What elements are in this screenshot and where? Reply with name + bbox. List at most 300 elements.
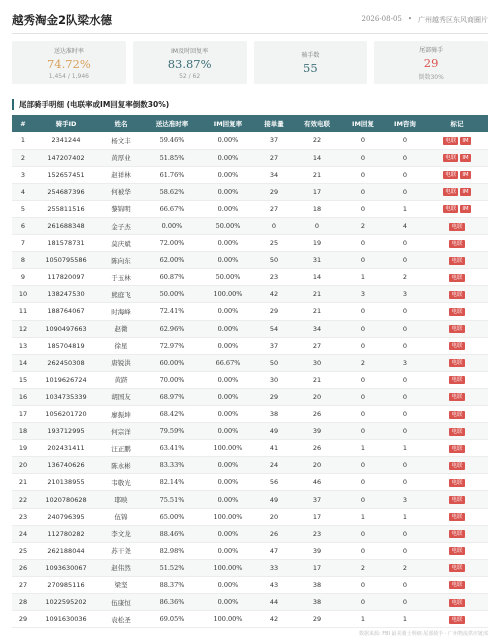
ontime-rate: 70.00% xyxy=(144,371,200,388)
im-reply-rate: 0.00% xyxy=(200,200,256,217)
order-count: 0 xyxy=(256,217,292,234)
phone-flag-badge: 电联 xyxy=(445,155,457,162)
valid-calls: 39 xyxy=(292,423,342,440)
table-row xyxy=(12,269,488,286)
ontime-rate: 62.96% xyxy=(144,320,200,337)
rider-flags xyxy=(426,183,488,200)
order-count: 49 xyxy=(256,491,292,508)
rider-name: 李文龙 xyxy=(98,525,144,542)
table-row xyxy=(12,217,488,234)
ontime-rate: 75.51% xyxy=(144,491,200,508)
ontime-rate: 72.00% xyxy=(144,235,200,252)
kpi-card-ontime xyxy=(12,41,126,84)
valid-calls: 26 xyxy=(292,440,342,457)
order-count: 23 xyxy=(256,269,292,286)
im-reply-rate: 66.67% xyxy=(200,354,256,371)
rider-name: 金子杰 xyxy=(98,217,144,234)
rider-name: 廖振坤 xyxy=(98,406,144,423)
im-replies: 1 xyxy=(342,440,384,457)
phone-flag-badge: 电联 xyxy=(451,462,463,469)
row-index: 21 xyxy=(12,474,34,491)
rider-flags xyxy=(426,303,488,320)
im-consults: 0 xyxy=(384,474,426,491)
im-replies: 0 xyxy=(342,474,384,491)
rider-flags xyxy=(426,149,488,166)
valid-calls: 14 xyxy=(292,149,342,166)
rider-flags xyxy=(426,423,488,440)
ontime-rate: 59.46% xyxy=(144,132,200,149)
im-flag-badge: IM xyxy=(462,155,469,162)
table-row xyxy=(12,235,488,252)
rider-flags xyxy=(426,235,488,252)
im-reply-rate: 0.00% xyxy=(200,132,256,149)
im-replies: 0 xyxy=(342,200,384,217)
im-consults: 0 xyxy=(384,457,426,474)
table-row xyxy=(12,166,488,183)
valid-calls: 22 xyxy=(292,132,342,149)
im-reply-rate: 0.00% xyxy=(200,542,256,559)
rider-flags xyxy=(426,371,488,388)
order-count: 41 xyxy=(256,440,292,457)
ontime-rate: 82.98% xyxy=(144,542,200,559)
table-row xyxy=(12,337,488,354)
im-replies: 0 xyxy=(342,594,384,611)
order-count: 54 xyxy=(256,320,292,337)
table-row xyxy=(12,303,488,320)
im-consults: 4 xyxy=(384,217,426,234)
rider-flags xyxy=(426,457,488,474)
im-replies: 1 xyxy=(342,269,384,286)
phone-flag-badge: 电联 xyxy=(451,582,463,589)
ontime-rate: 86.36% xyxy=(144,594,200,611)
phone-flag-badge: 电联 xyxy=(451,565,463,572)
rider-id: 152657451 xyxy=(34,166,98,183)
rider-flags xyxy=(426,440,488,457)
table-row xyxy=(12,423,488,440)
rider-id: 147207402 xyxy=(34,149,98,166)
section-title: 尾部骑手明细 (电联率或IM回复率倒数30%) xyxy=(12,99,169,110)
ontime-rate: 63.41% xyxy=(144,440,200,457)
phone-flag-badge: 电联 xyxy=(445,137,457,144)
ontime-rate: 79.59% xyxy=(144,423,200,440)
im-reply-rate: 0.00% xyxy=(200,166,256,183)
order-count: 42 xyxy=(256,286,292,303)
im-reply-rate: 0.00% xyxy=(200,320,256,337)
column-header: 接单量 xyxy=(256,115,292,132)
table-row xyxy=(12,354,488,371)
order-count: 47 xyxy=(256,542,292,559)
rider-id: 1020780628 xyxy=(34,491,98,508)
rider-id: 138247530 xyxy=(34,286,98,303)
valid-calls: 17 xyxy=(292,183,342,200)
ontime-rate: 0.00% xyxy=(144,217,200,234)
im-replies: 0 xyxy=(342,457,384,474)
rider-flags xyxy=(426,132,488,149)
valid-calls: 17 xyxy=(292,559,342,576)
rider-id: 193712995 xyxy=(34,423,98,440)
rider-flags xyxy=(426,542,488,559)
im-reply-rate: 0.00% xyxy=(200,149,256,166)
column-header: 骑手ID xyxy=(34,115,98,132)
rider-flags xyxy=(426,388,488,405)
rider-name: 胡国友 xyxy=(98,388,144,405)
row-index: 29 xyxy=(12,611,34,628)
im-reply-rate: 0.00% xyxy=(200,594,256,611)
rider-id: 181578731 xyxy=(34,235,98,252)
row-index: 27 xyxy=(12,576,34,593)
rider-name: 黎锦明 xyxy=(98,200,144,217)
phone-flag-badge: 电联 xyxy=(451,514,463,521)
rider-name: 耶映 xyxy=(98,491,144,508)
im-consults: 0 xyxy=(384,542,426,559)
row-index: 5 xyxy=(12,200,34,217)
im-reply-rate: 0.00% xyxy=(200,183,256,200)
rider-name: 莫庆斌 xyxy=(98,235,144,252)
ontime-rate: 62.00% xyxy=(144,252,200,269)
im-consults: 0 xyxy=(384,166,426,183)
rider-flags xyxy=(426,576,488,593)
page-title: 越秀淘金2队梁水德 xyxy=(12,13,113,27)
order-count: 30 xyxy=(256,371,292,388)
table-row xyxy=(12,457,488,474)
rider-name: 伍康恒 xyxy=(98,594,144,611)
im-consults: 0 xyxy=(384,132,426,149)
rider-name: 熊庭飞 xyxy=(98,286,144,303)
valid-calls: 30 xyxy=(292,354,342,371)
valid-calls: 17 xyxy=(292,508,342,525)
im-consults: 0 xyxy=(384,423,426,440)
im-consults: 0 xyxy=(384,303,426,320)
rider-id: 1090497663 xyxy=(34,320,98,337)
im-replies: 0 xyxy=(342,303,384,320)
ontime-rate: 60.87% xyxy=(144,269,200,286)
order-count: 27 xyxy=(256,200,292,217)
rider-flags xyxy=(426,594,488,611)
ontime-rate: 68.97% xyxy=(144,388,200,405)
row-index: 26 xyxy=(12,559,34,576)
table-row xyxy=(12,371,488,388)
phone-flag-badge: 电联 xyxy=(451,616,463,623)
im-consults: 3 xyxy=(384,491,426,508)
im-flag-badge: IM xyxy=(462,189,469,196)
column-header: 有效电联 xyxy=(292,115,342,132)
rider-name: 何宗洋 xyxy=(98,423,144,440)
row-index: 16 xyxy=(12,388,34,405)
rider-name: 伍锦 xyxy=(98,508,144,525)
rider-flags xyxy=(426,491,488,508)
phone-flag-badge: 电联 xyxy=(451,308,463,315)
phone-flag-badge: 电联 xyxy=(451,428,463,435)
im-replies: 0 xyxy=(342,576,384,593)
order-count: 24 xyxy=(256,457,292,474)
table-row xyxy=(12,525,488,542)
im-reply-rate: 0.00% xyxy=(200,423,256,440)
rider-id: 185704819 xyxy=(34,337,98,354)
rider-flags xyxy=(426,337,488,354)
ontime-rate: 88.46% xyxy=(144,525,200,542)
rider-id: 262450308 xyxy=(34,354,98,371)
im-consults: 0 xyxy=(384,235,426,252)
ontime-rate: 60.00% xyxy=(144,354,200,371)
row-index: 10 xyxy=(12,286,34,303)
kpi-value: 83.87% xyxy=(167,56,212,71)
im-consults: 0 xyxy=(384,388,426,405)
table-row xyxy=(12,320,488,337)
table-row xyxy=(12,594,488,611)
valid-calls: 38 xyxy=(292,576,342,593)
im-reply-rate: 0.00% xyxy=(200,303,256,320)
im-reply-rate: 0.00% xyxy=(200,337,256,354)
footer-note: 数据来源: FBI 最美骑士明细·尾部骑手 · 广州物流供应链部 xyxy=(358,631,488,637)
phone-flag-badge: 电联 xyxy=(451,326,463,333)
table-row xyxy=(12,474,488,491)
rider-name: 梁坚 xyxy=(98,576,144,593)
order-count: 49 xyxy=(256,423,292,440)
rider-name: 黄厚业 xyxy=(98,149,144,166)
im-consults: 0 xyxy=(384,320,426,337)
rider-id: 270985116 xyxy=(34,576,98,593)
phone-flag-badge: 电联 xyxy=(451,479,463,486)
kpi-card-tail-riders xyxy=(374,41,488,84)
kpi-label: 尾部骑手 xyxy=(419,46,444,54)
table-row xyxy=(12,508,488,525)
row-index: 9 xyxy=(12,269,34,286)
im-reply-rate: 0.00% xyxy=(200,525,256,542)
rider-flags xyxy=(426,354,488,371)
row-index: 12 xyxy=(12,320,34,337)
im-reply-rate: 0.00% xyxy=(200,457,256,474)
ontime-rate: 83.33% xyxy=(144,457,200,474)
valid-calls: 21 xyxy=(292,166,342,183)
valid-calls: 27 xyxy=(292,337,342,354)
im-reply-rate: 50.00% xyxy=(200,217,256,234)
order-count: 43 xyxy=(256,576,292,593)
im-replies: 0 xyxy=(342,149,384,166)
row-index: 7 xyxy=(12,235,34,252)
valid-calls: 39 xyxy=(292,542,342,559)
rider-name: 何被华 xyxy=(98,183,144,200)
header-divider xyxy=(12,33,488,34)
im-consults: 1 xyxy=(384,200,426,217)
rider-id: 1056201720 xyxy=(34,406,98,423)
order-count: 50 xyxy=(256,354,292,371)
kpi-sub: 倒数30% xyxy=(418,73,444,81)
im-consults: 0 xyxy=(384,252,426,269)
kpi-card-rider-count xyxy=(254,41,368,84)
im-replies: 0 xyxy=(342,406,384,423)
phone-flag-badge: 电联 xyxy=(451,497,463,504)
table-row xyxy=(12,611,488,628)
order-count: 26 xyxy=(256,525,292,542)
im-reply-rate: 0.00% xyxy=(200,576,256,593)
column-header: 姓名 xyxy=(98,115,144,132)
phone-flag-badge: 电联 xyxy=(451,445,463,452)
valid-calls: 21 xyxy=(292,286,342,303)
table-body xyxy=(12,132,488,628)
kpi-card-im-reply xyxy=(133,41,247,84)
rider-name: 徐星 xyxy=(98,337,144,354)
row-index: 18 xyxy=(12,423,34,440)
order-count: 29 xyxy=(256,303,292,320)
row-index: 2 xyxy=(12,149,34,166)
valid-calls: 29 xyxy=(292,611,342,628)
phone-flag-badge: 电联 xyxy=(451,343,463,350)
table-row xyxy=(12,559,488,576)
phone-flag-badge: 电联 xyxy=(451,411,463,418)
order-count: 29 xyxy=(256,388,292,405)
im-replies: 2 xyxy=(342,354,384,371)
row-index: 22 xyxy=(12,491,34,508)
row-index: 25 xyxy=(12,542,34,559)
tail-rider-table xyxy=(12,115,488,628)
kpi-sub: 52 / 62 xyxy=(179,72,201,80)
rider-id: 1093630067 xyxy=(34,559,98,576)
table-row xyxy=(12,149,488,166)
im-replies: 0 xyxy=(342,235,384,252)
rider-id: 1019626724 xyxy=(34,371,98,388)
phone-flag-badge: 电联 xyxy=(451,360,463,367)
im-consults: 3 xyxy=(384,286,426,303)
row-index: 11 xyxy=(12,303,34,320)
rider-id: 202431411 xyxy=(34,440,98,457)
im-flag-badge: IM xyxy=(462,172,469,179)
rider-flags xyxy=(426,611,488,628)
rider-flags xyxy=(426,269,488,286)
rider-name: 陈向东 xyxy=(98,252,144,269)
im-replies: 0 xyxy=(342,371,384,388)
ontime-rate: 82.14% xyxy=(144,474,200,491)
table-row xyxy=(12,406,488,423)
rider-name: 赵伟然 xyxy=(98,559,144,576)
order-count: 25 xyxy=(256,235,292,252)
phone-flag-badge: 电联 xyxy=(451,223,463,230)
ontime-rate: 88.37% xyxy=(144,576,200,593)
valid-calls: 21 xyxy=(292,303,342,320)
im-reply-rate: 0.00% xyxy=(200,252,256,269)
row-index: 17 xyxy=(12,406,34,423)
rider-name: 赵祥林 xyxy=(98,166,144,183)
kpi-label: IM及时回复率 xyxy=(171,47,209,55)
column-header: IM回复 xyxy=(342,115,384,132)
im-replies: 1 xyxy=(342,611,384,628)
rider-flags xyxy=(426,525,488,542)
im-reply-rate: 0.00% xyxy=(200,235,256,252)
phone-flag-badge: 电联 xyxy=(451,531,463,538)
order-count: 37 xyxy=(256,337,292,354)
valid-calls: 18 xyxy=(292,200,342,217)
order-count: 37 xyxy=(256,132,292,149)
phone-flag-badge: 电联 xyxy=(451,599,463,606)
im-flag-badge: IM xyxy=(462,137,469,144)
kpi-cards xyxy=(12,41,488,84)
valid-calls: 23 xyxy=(292,525,342,542)
row-index: 28 xyxy=(12,594,34,611)
valid-calls: 14 xyxy=(292,269,342,286)
table-row xyxy=(12,200,488,217)
phone-flag-badge: 电联 xyxy=(451,240,463,247)
im-reply-rate: 0.00% xyxy=(200,406,256,423)
ontime-rate: 69.05% xyxy=(144,611,200,628)
im-reply-rate: 100.00% xyxy=(200,611,256,628)
phone-flag-badge: 电联 xyxy=(451,291,463,298)
kpi-label: 骑手数 xyxy=(301,52,320,59)
im-reply-rate: 100.00% xyxy=(200,559,256,576)
order-count: 42 xyxy=(256,611,292,628)
rider-flags xyxy=(426,286,488,303)
rider-id: 255811516 xyxy=(34,200,98,217)
ontime-rate: 58.62% xyxy=(144,183,200,200)
valid-calls: 31 xyxy=(292,252,342,269)
order-count: 29 xyxy=(256,183,292,200)
ontime-rate: 72.41% xyxy=(144,303,200,320)
rider-name: 赵微 xyxy=(98,320,144,337)
rider-id: 210138955 xyxy=(34,474,98,491)
rider-name: 黄跻 xyxy=(98,371,144,388)
valid-calls: 21 xyxy=(292,371,342,388)
im-consults: 0 xyxy=(384,149,426,166)
rider-name: 于玉林 xyxy=(98,269,144,286)
im-replies: 0 xyxy=(342,337,384,354)
rider-flags xyxy=(426,200,488,217)
valid-calls: 46 xyxy=(292,474,342,491)
order-count: 56 xyxy=(256,474,292,491)
im-replies: 0 xyxy=(342,388,384,405)
table-row xyxy=(12,491,488,508)
im-consults: 2 xyxy=(384,559,426,576)
valid-calls: 37 xyxy=(292,491,342,508)
rider-flags xyxy=(426,166,488,183)
rider-name: 唐锐洪 xyxy=(98,354,144,371)
rider-name: 韦敬光 xyxy=(98,474,144,491)
rider-flags xyxy=(426,320,488,337)
im-reply-rate: 100.00% xyxy=(200,286,256,303)
rider-id: 188764067 xyxy=(34,303,98,320)
ontime-rate: 72.97% xyxy=(144,337,200,354)
table-row xyxy=(12,576,488,593)
phone-flag-badge: 电联 xyxy=(451,377,463,384)
ontime-rate: 68.42% xyxy=(144,406,200,423)
table-row xyxy=(12,132,488,149)
phone-flag-badge: 电联 xyxy=(451,274,463,281)
rider-name: 杨文丰 xyxy=(98,132,144,149)
ontime-rate: 51.52% xyxy=(144,559,200,576)
rider-id: 117820097 xyxy=(34,269,98,286)
rider-id: 240796395 xyxy=(34,508,98,525)
rider-id: 112780282 xyxy=(34,525,98,542)
rider-name: 汪正鹏 xyxy=(98,440,144,457)
column-header: 送达准时率 xyxy=(144,115,200,132)
order-count: 20 xyxy=(256,508,292,525)
row-index: 3 xyxy=(12,166,34,183)
phone-flag-badge: 电联 xyxy=(451,548,463,555)
phone-flag-badge: 电联 xyxy=(451,394,463,401)
row-index: 8 xyxy=(12,252,34,269)
table-row xyxy=(12,440,488,457)
im-reply-rate: 0.00% xyxy=(200,474,256,491)
rider-flags xyxy=(426,217,488,234)
kpi-value: 74.72% xyxy=(46,56,91,71)
im-reply-rate: 0.00% xyxy=(200,491,256,508)
ontime-rate: 51.85% xyxy=(144,149,200,166)
kpi-label: 送达准时率 xyxy=(53,47,84,55)
ontime-rate: 61.76% xyxy=(144,166,200,183)
rider-flags xyxy=(426,508,488,525)
row-index: 14 xyxy=(12,354,34,371)
im-consults: 3 xyxy=(384,354,426,371)
header-meta xyxy=(362,15,489,25)
rider-flags xyxy=(426,406,488,423)
valid-calls: 0 xyxy=(292,217,342,234)
